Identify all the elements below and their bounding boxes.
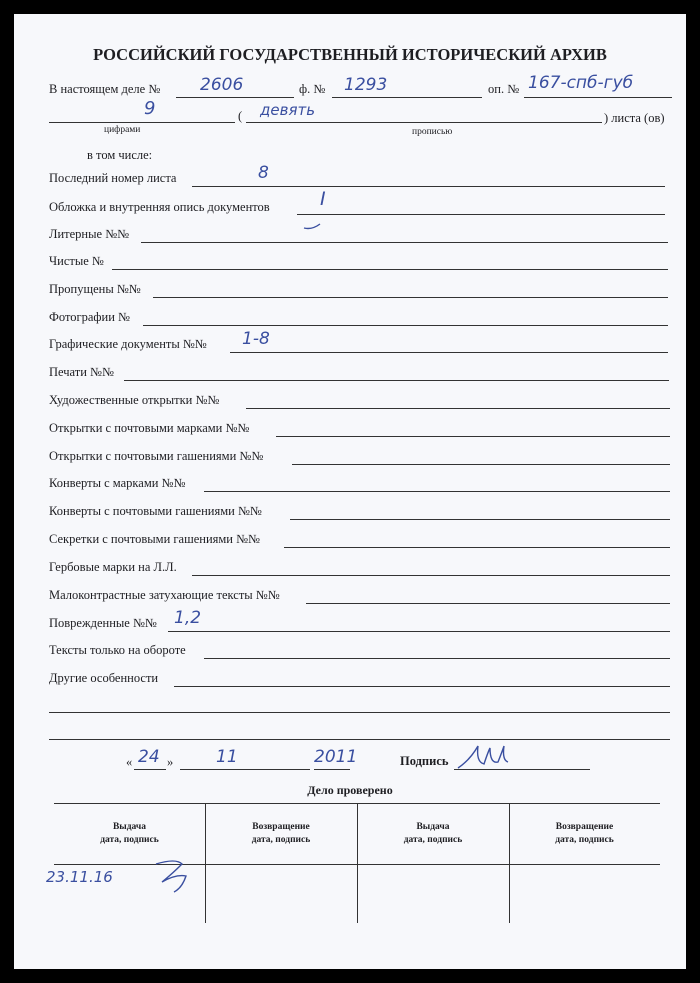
case-label: В настоящем деле № bbox=[49, 82, 161, 96]
field-label: Обложка и внутренняя опись документов bbox=[49, 200, 270, 214]
field-label: Открытки с почтовыми марками №№ bbox=[49, 421, 250, 435]
field-line bbox=[284, 547, 670, 548]
column-header-line1: Выдача bbox=[112, 822, 147, 832]
case-no-line bbox=[176, 97, 294, 98]
blank-line bbox=[49, 712, 670, 713]
field-line bbox=[204, 491, 670, 492]
field-label: Тексты только на обороте bbox=[49, 643, 186, 657]
field-line bbox=[168, 631, 670, 632]
field-line bbox=[112, 269, 668, 270]
open-paren: ( bbox=[238, 109, 243, 123]
date-open-quote: « bbox=[126, 755, 133, 769]
field-line bbox=[141, 242, 668, 243]
opis-label: оп. № bbox=[488, 82, 520, 96]
field-line bbox=[306, 603, 670, 604]
field-line bbox=[246, 408, 670, 409]
column-header-line2: дата, подпись bbox=[555, 835, 614, 845]
field-label: Графические документы №№ bbox=[49, 337, 207, 351]
field-label: Малоконтрастные затухающие тексты №№ bbox=[49, 588, 280, 602]
opis-no-line bbox=[524, 97, 672, 98]
month-line bbox=[180, 769, 310, 770]
year-line bbox=[314, 769, 350, 770]
field-line bbox=[290, 519, 670, 520]
opis-no-value[interactable]: 167-спб-губ bbox=[528, 73, 634, 93]
table-col-divider bbox=[357, 803, 358, 923]
field-label: Конверты с марками №№ bbox=[49, 476, 186, 490]
date-month[interactable]: 11 bbox=[216, 747, 238, 767]
issue-signature-icon[interactable] bbox=[152, 856, 200, 896]
field-value[interactable]: 1,2 bbox=[174, 608, 202, 628]
fond-no-line bbox=[332, 97, 482, 98]
day-line bbox=[134, 769, 166, 770]
table-col-divider bbox=[205, 803, 206, 923]
field-label: Конверты с почтовыми гашениями №№ bbox=[49, 504, 262, 518]
checked-title: Дело проверено bbox=[307, 783, 393, 797]
column-header-line2: дата, подпись bbox=[251, 835, 311, 845]
field-label: Пропущены №№ bbox=[49, 282, 141, 296]
field-label: Поврежденные №№ bbox=[49, 616, 157, 630]
field-line bbox=[276, 436, 670, 437]
fond-label: ф. № bbox=[299, 82, 326, 96]
field-label: Печати №№ bbox=[49, 365, 114, 379]
archive-form-sheet bbox=[14, 14, 686, 969]
column-header-line1: Выдача bbox=[416, 822, 450, 832]
field-label: Литерные №№ bbox=[49, 227, 130, 241]
field-label: Художественные открытки №№ bbox=[49, 393, 220, 407]
case-no-value[interactable]: 2606 bbox=[200, 75, 244, 95]
blank-line bbox=[49, 739, 670, 740]
field-line bbox=[230, 352, 668, 353]
field-value[interactable]: 8 bbox=[258, 163, 269, 183]
signature-label: Подпись bbox=[400, 754, 449, 768]
field-line bbox=[174, 686, 670, 687]
date-close-quote: » bbox=[167, 755, 174, 769]
date-day[interactable]: 24 bbox=[138, 747, 160, 767]
column-header-line1: Возвращение bbox=[252, 822, 310, 832]
sheet-words-line bbox=[246, 122, 602, 123]
field-label: Другие особенности bbox=[49, 671, 159, 685]
sheet-count-words[interactable]: девять bbox=[260, 101, 316, 119]
field-label: Гербовые марки на Л.Л. bbox=[49, 560, 177, 574]
page-title: РОССИЙСКИЙ ГОСУДАРСТВЕННЫЙ ИСТОРИЧЕСКИЙ АРХИВ bbox=[93, 45, 607, 64]
column-header-line2: дата, подпись bbox=[403, 835, 463, 845]
sheet-count-digits[interactable]: 9 bbox=[144, 98, 156, 119]
field-line bbox=[292, 464, 670, 465]
field-label: Последний номер листа bbox=[49, 171, 177, 185]
field-label: Секретки с почтовыми гашениями №№ bbox=[49, 532, 260, 546]
fond-no-value[interactable]: 1293 bbox=[344, 75, 388, 95]
words-caption: прописью bbox=[412, 127, 453, 137]
field-line bbox=[192, 575, 670, 576]
sheet-suffix: ) листа (ов) bbox=[604, 111, 665, 125]
field-label: Открытки с почтовыми гашениями №№ bbox=[49, 449, 264, 463]
table-col-divider bbox=[509, 803, 510, 923]
issue-date-entry[interactable]: 23.11.16 bbox=[46, 868, 113, 886]
field-label: Фотографии № bbox=[49, 310, 130, 324]
field-line bbox=[143, 325, 668, 326]
date-year[interactable]: 2011 bbox=[314, 747, 358, 767]
column-header-line1: Возвращение bbox=[555, 822, 614, 832]
digits-caption: цифрами bbox=[104, 125, 141, 135]
checkmark-stroke-icon bbox=[302, 216, 332, 232]
field-line bbox=[297, 214, 665, 215]
field-value[interactable]: I bbox=[320, 188, 326, 210]
signature-scribble-icon[interactable] bbox=[456, 738, 516, 774]
field-label: Чистые № bbox=[49, 254, 104, 268]
field-line bbox=[204, 658, 670, 659]
including-label: в том числе: bbox=[87, 148, 153, 162]
field-line bbox=[192, 186, 665, 187]
field-line bbox=[124, 380, 669, 381]
field-value[interactable]: 1-8 bbox=[242, 329, 270, 349]
sheet-digits-line bbox=[49, 122, 235, 123]
column-header-line2: дата, подпись bbox=[100, 835, 159, 845]
field-line bbox=[153, 297, 668, 298]
